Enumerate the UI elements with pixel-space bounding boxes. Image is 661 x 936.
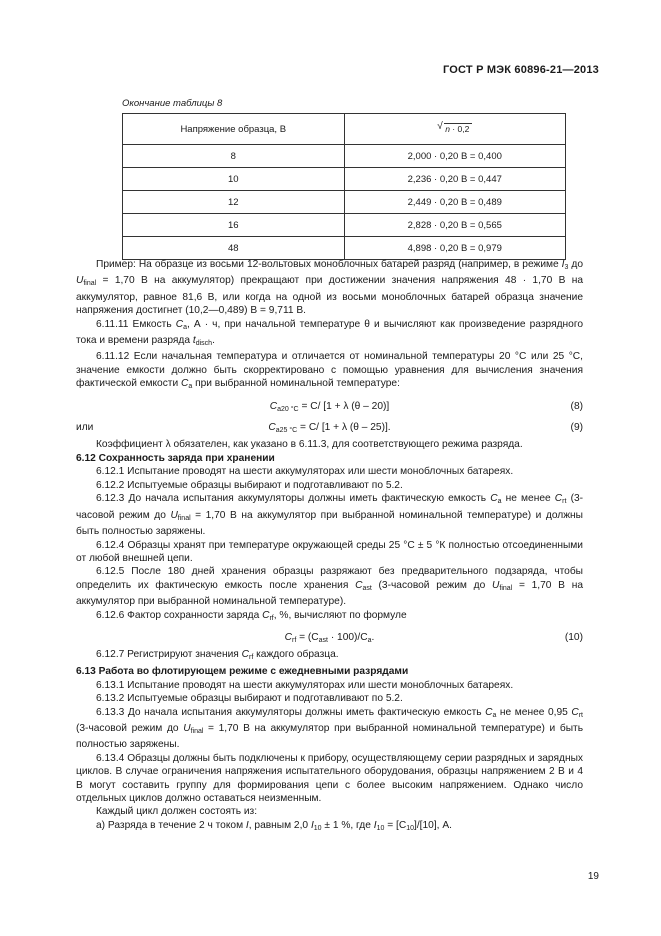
table-cell-value: 2,449 · 0,20 В = 0,489	[344, 191, 566, 214]
formula-8: $C_{a20 ^\circ C} = C/$ [1 + λ (θ – 20)] (8)	[269, 400, 583, 413]
table-body	[123, 145, 566, 260]
table-8	[122, 113, 566, 260]
document-body	[76, 258, 583, 835]
table-row	[123, 168, 566, 191]
table-cell-value: 2,000 · 0,20 В = 0,400	[344, 145, 566, 168]
table-header-row	[123, 114, 566, 145]
section-heading-6-12: 6.12 Сохранность заряда при хранении	[76, 453, 275, 465]
table-cell-voltage: 48	[123, 237, 345, 260]
table-header-formula	[344, 114, 566, 145]
formula-8-number: (8)	[570, 400, 583, 412]
list-item-a: а) Разряда в течение 2 ч током I, равным 2,0 $I_{10} \pm 1$ %, где $I_{10} = [C_{10}]/[10]$, А.	[96, 819, 452, 832]
paragraph-6-12-6: 6.12.6 Фактор сохранности заряда $C_{rf}$, %, вычисляют по формуле	[96, 609, 407, 622]
formula-10: $C_{rf} = (C_{ast} \cdot 100)/C_a$. (10)	[284, 631, 583, 644]
table-row	[123, 237, 566, 260]
paragraph-6-13-1: 6.13.1 Испытание проводят на шести аккумуляторах или шести моноблочных батареях.	[96, 679, 514, 691]
example-paragraph: Пример: На образце из восьми 12-вольтовых моноблочных батарей разряд (например, в режиме $I_3$ до $U_{final} = 1,70$ В на аккумулятор) прекращают при достижении значения напряжения 48 · 1,70 В на аккумулятор, равное 81,6 В, или когда на одной из восьми моноблочных батарей образца значение напряжения достигнет (10,2—0,489) В = 9,711 В.	[76, 259, 583, 317]
table-cell-value: 2,236 · 0,20 В = 0,447	[344, 168, 566, 191]
table-cell-voltage: 8	[123, 145, 345, 168]
paragraph-6-12-1: 6.12.1 Испытание проводят на шести аккумуляторах или шести моноблочных батареях.	[96, 466, 514, 478]
paragraph-6-12-3: 6.12.3 До начала испытания аккумуляторы должны иметь фактическую емкость $C_a$ не менее $C_{rt}$ (3-часовой режим до $U_{final} = 1,70$ В на аккумулятор при выбранной номинальной температуре) и должны быть полностью заряжены.	[76, 493, 584, 538]
paragraph-6-11-11: 6.11.11 Емкость $C_a$, А · ч, при начальной температуре θ и вычисляют как произведение разрядного тока и времени разряда $t_{disch}$.	[76, 318, 583, 348]
page-number: 19	[587, 871, 599, 882]
paragraph-6-12-4: 6.12.4 Образцы хранят при температуре окружающей среды 25 °С ± 5 °К полностью отсоединенными от любой внешней цепи.	[76, 539, 583, 564]
cycle-paragraph: Каждый цикл должен состоять из:	[96, 806, 258, 818]
table-caption: Окончание таблицы 8	[122, 98, 223, 109]
document-header: ГОСТ Р МЭК 60896-21—2013	[442, 64, 599, 76]
paragraph-6-13-2: 6.13.2 Испытуемые образцы выбирают и подготавливают по 5.2.	[96, 693, 403, 705]
formula-9-number: (9)	[570, 421, 583, 433]
table-row	[123, 191, 566, 214]
table-row	[123, 145, 566, 168]
sqrt-symbol: √ n · 0,2	[437, 123, 472, 135]
table-cell-value: 4,898 · 0,20 В = 0,979	[344, 237, 566, 260]
formula-10-number: (10)	[564, 631, 583, 643]
paragraph-6-13-3: 6.13.3 До начала испытания аккумуляторы должны иметь фактическую емкость $C_a$ не менее 0,95 $C_{rt}$ (3-часовой режим до $U_{final} = 1,70$ В на аккумулятор при выбранной номинальной температуре) и быть полностью заряжены.	[76, 706, 583, 751]
table-cell-value: 2,828 · 0,20 В = 0,565	[344, 214, 566, 237]
formula-9: или $C_{a25 ^\circ C} = C/$ [1 + λ (θ – 25)]. (9)	[76, 421, 583, 434]
paragraph-6-12-5: 6.12.5 После 180 дней хранения образцы разряжают без предварительного подзаряда, чтобы определить их фактическую емкость после хранения $C_{ast}$ (3-часовой режим до $U_{final} = 1,70$ В на аккумулятор при выбранной номинальной температуре).	[76, 566, 583, 608]
table-row	[123, 214, 566, 237]
table-cell-voltage: 10	[123, 168, 345, 191]
paragraph-6-13-4: 6.13.4 Образцы должны быть подключены к прибору, осуществляющему серии разрядных и зарядных циклов. В случае ограничения напряжения испытательного оборудования, образцы напряжением 2 В и 4 В могут составить группу для формирования цепи с более высоким напряжением. Однако число отдельных циклов должно оставаться неизменным.	[76, 752, 583, 804]
table-cell-voltage: 12	[123, 191, 345, 214]
paragraph-6-11-12: 6.11.12 Если начальная температура и отличается от номинальной температуры 20 °С или 25 °С, значение емкости должно быть скорректировано с помощью уравнения для вычисления значения фактической емкости $C_a$ при выбранной номинальной температуре:	[76, 351, 583, 391]
paragraph-6-12-2: 6.12.2 Испытуемые образцы выбирают и подготавливают по 5.2.	[96, 479, 403, 491]
formula-n: n	[445, 124, 450, 134]
table-header-voltage: Напряжение образца, В	[123, 114, 345, 145]
formula-factor: 0,2	[457, 124, 470, 134]
paragraph-6-12-7: 6.12.7 Регистрируют значения $C_{rf}$ каждого образца.	[96, 648, 339, 661]
coefficient-paragraph: Коэффициент λ обязателен, как указано в 6.11.3, для соответствующего режима разряда.	[96, 438, 523, 450]
table-cell-voltage: 16	[123, 214, 345, 237]
section-heading-6-13: 6.13 Работа во флотирующем режиме с ежедневными разрядами	[76, 666, 409, 678]
